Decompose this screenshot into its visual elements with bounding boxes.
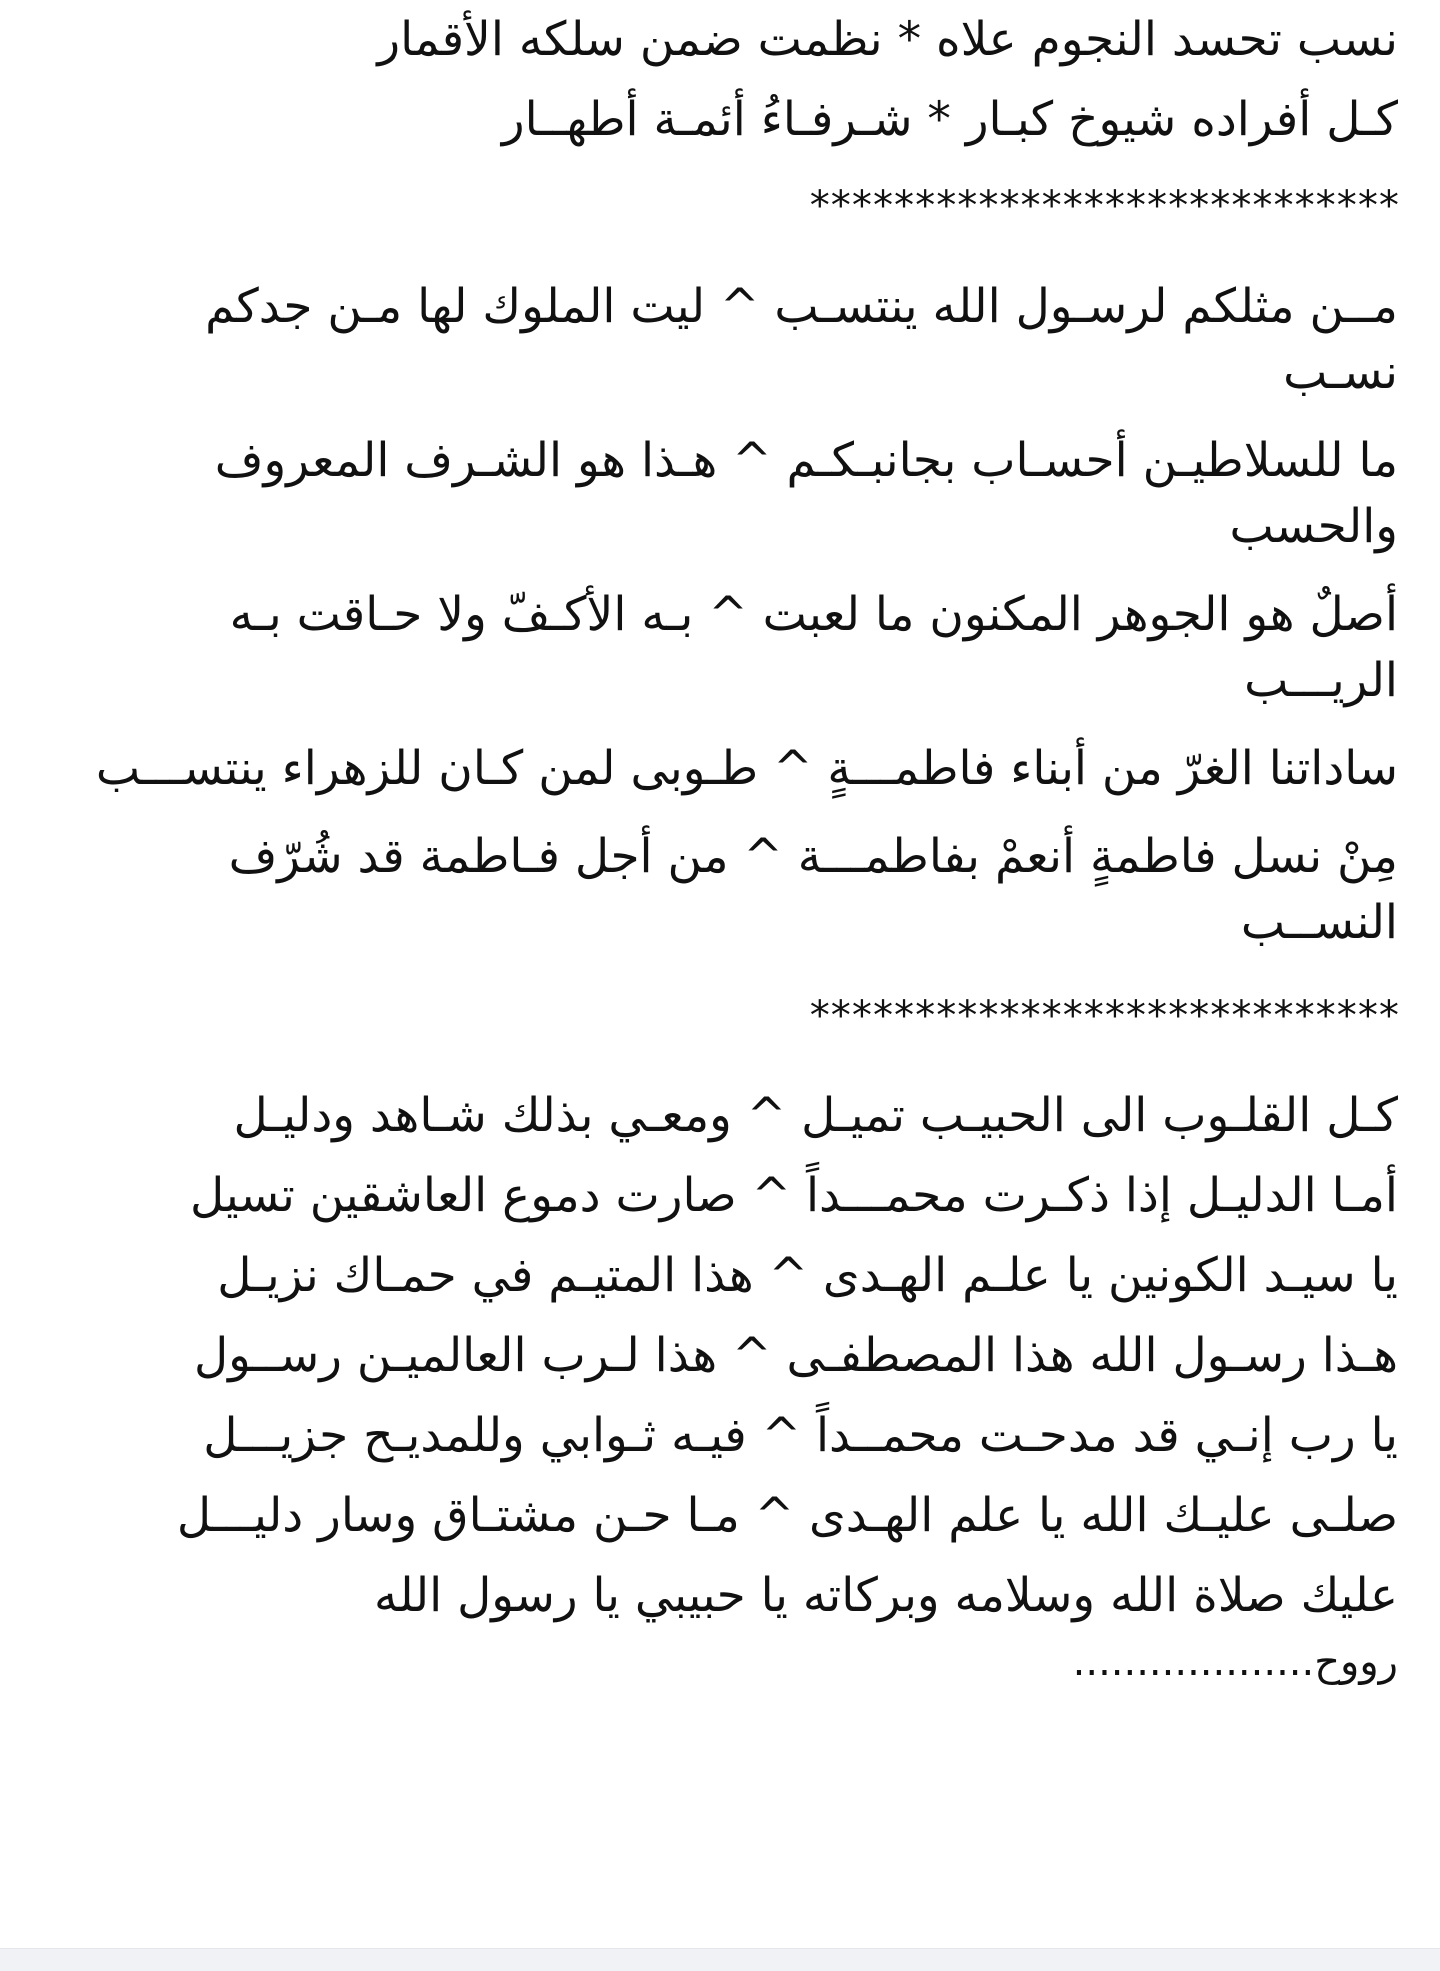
separator: ****************************	[807, 183, 1398, 229]
poem-line: كـل القلـوب الى الحبيـب تميـل ^ ومعـي بذلك شـاهد ودليـل	[233, 1088, 1398, 1143]
poem-line: مِنْ نسل فاطمةٍ أنعمْ بفاطمـــة ^ من أجل فـاطمة قد شُرّف النســب	[228, 829, 1398, 950]
poem-line: أصلٌ هو الجوهر المكنون ما لعبت ^ بـه الأكـفّ ولا حـاقت بـه الريـــب	[229, 587, 1398, 708]
poem-line: هـذا رسـول الله هذا المصطفـى ^ هذا لـرب العالميـن رســول	[193, 1328, 1398, 1383]
poem-line: مــن مثلكم لرسـول الله ينتسـب ^ ليت الملوك لها مـن جدكم نسـب	[205, 279, 1398, 400]
poem-line: ما للسلاطيـن أحسـاب بجانبـكـم ^ هـذا هو الشـرف المعروف والحسب	[214, 433, 1398, 554]
poem-text	[88, 0, 1398, 1688]
separator: ****************************	[807, 993, 1398, 1039]
poem-line: نسب تحسد النجوم علاه * نظمت ضمن سلكه الأقمار	[377, 12, 1398, 67]
poem-line: يا رب إنـي قد مدحـت محمــداً ^ فيـه ثـوابي وللمديـح جزيـــل	[203, 1408, 1398, 1463]
poem-line: يا سيـد الكونين يا علـم الهـدى ^ هذا المتيـم في حمـاك نزيـل	[217, 1248, 1398, 1303]
bottom-bar	[0, 1948, 1440, 1971]
signature: رووح...................	[1072, 1639, 1398, 1685]
poem-line: عليك صلاة الله وسلامه وبركاته يا حبيبي يا رسول الله	[374, 1568, 1398, 1623]
poem-line: أمـا الدليـل إذا ذكـرت محمـــداً ^ صارت دموع العاشقين تسيل	[190, 1168, 1398, 1223]
poem-line: كـل أفراده شيوخ كبـار * شـرفـاءُ أئمـة أطهــار	[501, 92, 1398, 147]
poem-line: ساداتنا الغرّ من أبناء فاطمـــةٍ ^ طـوبى لمن كـان للزهراء ينتســـب	[95, 741, 1398, 796]
poem-line: صلـى عليـك الله يا علم الهـدى ^ مـا حـن مشتـاق وسار دليـــل	[176, 1488, 1398, 1543]
